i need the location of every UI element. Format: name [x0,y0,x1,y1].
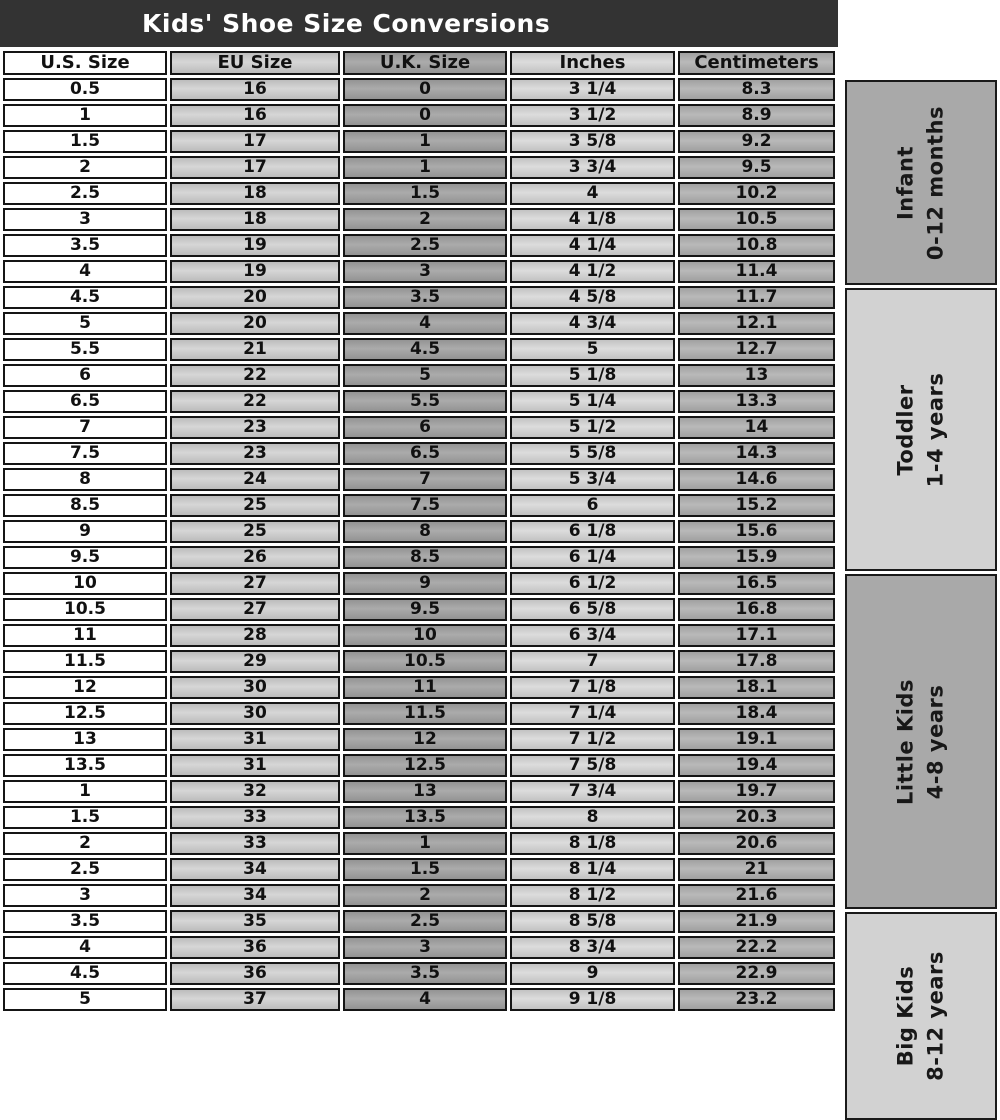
cell-cm: 13.3 [678,390,835,413]
cell-us: 13.5 [3,754,167,777]
column-header-inches: Inches [510,51,675,75]
cell-uk: 12 [343,728,507,751]
cell-cm: 9.5 [678,156,835,179]
cell-uk: 1 [343,832,507,855]
cell-uk: 13.5 [343,806,507,829]
table-row [3,650,835,673]
header-row [3,51,835,75]
cell-us: 2 [3,156,167,179]
cell-in: 3 5/8 [510,130,675,153]
cell-cm: 15.6 [678,520,835,543]
table-row [3,832,835,855]
cell-uk: 7.5 [343,494,507,517]
cell-cm: 21.6 [678,884,835,907]
cell-us: 11 [3,624,167,647]
cell-eu: 22 [170,364,340,387]
age-group-name: Big Kids [893,965,918,1067]
cell-eu: 35 [170,910,340,933]
cell-cm: 19.4 [678,754,835,777]
table-row [3,936,835,959]
cell-eu: 19 [170,234,340,257]
cell-uk: 4.5 [343,338,507,361]
table-row [3,572,835,595]
cell-eu: 27 [170,572,340,595]
cell-cm: 20.3 [678,806,835,829]
cell-us: 0.5 [3,78,167,101]
cell-in: 4 1/8 [510,208,675,231]
size-conversion-table [0,48,838,1014]
table-row [3,78,835,101]
table-row [3,182,835,205]
cell-cm: 12.7 [678,338,835,361]
cell-us: 7 [3,416,167,439]
cell-uk: 8.5 [343,546,507,569]
cell-us: 10 [3,572,167,595]
cell-eu: 30 [170,676,340,699]
cell-eu: 36 [170,936,340,959]
cell-cm: 10.2 [678,182,835,205]
cell-uk: 9 [343,572,507,595]
cell-cm: 14 [678,416,835,439]
table-row [3,416,835,439]
table-row [3,286,835,309]
age-group-toddler [845,288,997,571]
table-row [3,806,835,829]
age-group-range: 8-12 years [924,951,948,1081]
age-group-range: 0-12 months [924,105,948,260]
age-group-name: Little Kids [893,678,918,805]
cell-us: 2 [3,832,167,855]
cell-eu: 16 [170,104,340,127]
cell-cm: 11.7 [678,286,835,309]
cell-in: 6 1/2 [510,572,675,595]
cell-eu: 20 [170,286,340,309]
cell-in: 5 1/2 [510,416,675,439]
cell-cm: 21.9 [678,910,835,933]
age-group-infant-label [891,105,952,259]
cell-eu: 33 [170,832,340,855]
age-group-big-kids-label [891,951,952,1081]
cell-in: 3 1/2 [510,104,675,127]
table-row [3,130,835,153]
age-group-little-kids-label [891,679,952,805]
cell-eu: 17 [170,130,340,153]
cell-cm: 23.2 [678,988,835,1011]
cell-us: 1 [3,780,167,803]
cell-in: 5 3/4 [510,468,675,491]
cell-eu: 29 [170,650,340,673]
table-row [3,104,835,127]
cell-us: 5 [3,312,167,335]
cell-uk: 3 [343,260,507,283]
cell-eu: 23 [170,442,340,465]
cell-eu: 20 [170,312,340,335]
age-group-little-kids [845,574,997,909]
cell-cm: 15.9 [678,546,835,569]
table-row [3,520,835,543]
cell-eu: 17 [170,156,340,179]
cell-cm: 22.9 [678,962,835,985]
cell-eu: 18 [170,182,340,205]
cell-cm: 14.3 [678,442,835,465]
cell-uk: 11.5 [343,702,507,725]
cell-eu: 23 [170,416,340,439]
cell-in: 4 5/8 [510,286,675,309]
cell-uk: 7 [343,468,507,491]
cell-uk: 2 [343,884,507,907]
cell-us: 9.5 [3,546,167,569]
cell-cm: 8.9 [678,104,835,127]
cell-in: 8 1/4 [510,858,675,881]
cell-us: 6 [3,364,167,387]
cell-us: 5.5 [3,338,167,361]
cell-us: 4.5 [3,962,167,985]
cell-cm: 14.6 [678,468,835,491]
table-row [3,988,835,1011]
cell-cm: 12.1 [678,312,835,335]
cell-cm: 19.1 [678,728,835,751]
cell-in: 8 1/2 [510,884,675,907]
cell-in: 8 3/4 [510,936,675,959]
cell-eu: 26 [170,546,340,569]
cell-uk: 1.5 [343,182,507,205]
cell-uk: 10.5 [343,650,507,673]
cell-us: 12.5 [3,702,167,725]
cell-uk: 13 [343,780,507,803]
cell-us: 4.5 [3,286,167,309]
age-group-name: Infant [893,145,918,220]
cell-eu: 21 [170,338,340,361]
cell-uk: 12.5 [343,754,507,777]
cell-in: 9 1/8 [510,988,675,1011]
cell-in: 8 5/8 [510,910,675,933]
cell-cm: 21 [678,858,835,881]
table-row [3,156,835,179]
table-row [3,312,835,335]
cell-in: 5 1/8 [510,364,675,387]
cell-us: 2.5 [3,858,167,881]
cell-uk: 0 [343,104,507,127]
cell-us: 1 [3,104,167,127]
cell-uk: 1 [343,156,507,179]
cell-in: 5 [510,338,675,361]
cell-eu: 32 [170,780,340,803]
cell-in: 6 5/8 [510,598,675,621]
cell-cm: 20.6 [678,832,835,855]
cell-cm: 13 [678,364,835,387]
cell-cm: 18.4 [678,702,835,725]
cell-eu: 25 [170,520,340,543]
column-header-us-size: U.S. Size [3,51,167,75]
cell-us: 6.5 [3,390,167,413]
table-row [3,546,835,569]
table-row [3,702,835,725]
cell-in: 9 [510,962,675,985]
cell-eu: 30 [170,702,340,725]
cell-us: 4 [3,260,167,283]
cell-in: 8 [510,806,675,829]
cell-cm: 10.8 [678,234,835,257]
cell-cm: 10.5 [678,208,835,231]
cell-uk: 2.5 [343,910,507,933]
cell-in: 6 3/4 [510,624,675,647]
cell-in: 5 5/8 [510,442,675,465]
cell-uk: 5 [343,364,507,387]
size-table-wrap [0,48,838,1014]
table-row [3,884,835,907]
cell-in: 7 1/2 [510,728,675,751]
cell-cm: 18.1 [678,676,835,699]
cell-us: 7.5 [3,442,167,465]
table-row [3,780,835,803]
cell-us: 3 [3,208,167,231]
table-row [3,598,835,621]
cell-uk: 9.5 [343,598,507,621]
cell-uk: 8 [343,520,507,543]
cell-in: 3 1/4 [510,78,675,101]
cell-eu: 36 [170,962,340,985]
cell-us: 2.5 [3,182,167,205]
age-group-toddler-label [891,372,952,487]
cell-us: 1.5 [3,806,167,829]
cell-uk: 11 [343,676,507,699]
cell-cm: 16.8 [678,598,835,621]
cell-uk: 1 [343,130,507,153]
cell-in: 7 [510,650,675,673]
cell-cm: 11.4 [678,260,835,283]
column-header-eu-size: EU Size [170,51,340,75]
cell-cm: 19.7 [678,780,835,803]
cell-us: 13 [3,728,167,751]
cell-eu: 28 [170,624,340,647]
cell-uk: 5.5 [343,390,507,413]
table-row [3,624,835,647]
cell-eu: 33 [170,806,340,829]
cell-uk: 1.5 [343,858,507,881]
cell-eu: 31 [170,728,340,751]
cell-uk: 4 [343,988,507,1011]
cell-uk: 10 [343,624,507,647]
age-group-infant [845,80,997,285]
cell-us: 1.5 [3,130,167,153]
cell-cm: 22.2 [678,936,835,959]
table-row [3,390,835,413]
cell-eu: 37 [170,988,340,1011]
cell-cm: 15.2 [678,494,835,517]
cell-in: 6 1/8 [510,520,675,543]
cell-uk: 6 [343,416,507,439]
cell-in: 7 5/8 [510,754,675,777]
cell-in: 4 [510,182,675,205]
table-row [3,728,835,751]
table-row [3,494,835,517]
table-row [3,234,835,257]
age-group-range: 4-8 years [924,684,948,799]
column-header-uk-size: U.K. Size [343,51,507,75]
cell-us: 8 [3,468,167,491]
cell-us: 8.5 [3,494,167,517]
cell-uk: 3.5 [343,286,507,309]
cell-eu: 18 [170,208,340,231]
cell-in: 7 3/4 [510,780,675,803]
cell-in: 7 1/4 [510,702,675,725]
cell-eu: 34 [170,858,340,881]
cell-in: 4 3/4 [510,312,675,335]
cell-eu: 16 [170,78,340,101]
page-title: Kids' Shoe Size Conversions [142,9,551,38]
table-row [3,208,835,231]
cell-us: 12 [3,676,167,699]
cell-eu: 34 [170,884,340,907]
table-row [3,858,835,881]
table-row [3,676,835,699]
cell-in: 4 1/2 [510,260,675,283]
cell-eu: 27 [170,598,340,621]
size-table-body [3,78,835,1011]
cell-eu: 19 [170,260,340,283]
cell-uk: 3 [343,936,507,959]
cell-uk: 0 [343,78,507,101]
table-row [3,364,835,387]
cell-in: 6 1/4 [510,546,675,569]
cell-us: 4 [3,936,167,959]
cell-cm: 9.2 [678,130,835,153]
cell-uk: 4 [343,312,507,335]
cell-us: 3.5 [3,234,167,257]
table-row [3,442,835,465]
table-row [3,338,835,361]
cell-eu: 31 [170,754,340,777]
cell-in: 7 1/8 [510,676,675,699]
cell-cm: 8.3 [678,78,835,101]
cell-in: 8 1/8 [510,832,675,855]
table-row [3,260,835,283]
cell-cm: 17.1 [678,624,835,647]
cell-in: 6 [510,494,675,517]
cell-uk: 3.5 [343,962,507,985]
cell-us: 10.5 [3,598,167,621]
cell-us: 3 [3,884,167,907]
cell-in: 4 1/4 [510,234,675,257]
cell-uk: 6.5 [343,442,507,465]
cell-eu: 22 [170,390,340,413]
age-group-big-kids [845,912,997,1120]
table-row [3,468,835,491]
cell-eu: 24 [170,468,340,491]
age-group-name: Toddler [893,383,918,476]
cell-cm: 17.8 [678,650,835,673]
cell-uk: 2.5 [343,234,507,257]
table-row [3,910,835,933]
column-header-centimeters: Centimeters [678,51,835,75]
cell-us: 11.5 [3,650,167,673]
cell-us: 9 [3,520,167,543]
age-group-range: 1-4 years [924,372,948,487]
table-row [3,754,835,777]
cell-us: 3.5 [3,910,167,933]
cell-in: 3 3/4 [510,156,675,179]
cell-us: 5 [3,988,167,1011]
title-bar [0,0,838,47]
cell-eu: 25 [170,494,340,517]
cell-cm: 16.5 [678,572,835,595]
cell-uk: 2 [343,208,507,231]
table-row [3,962,835,985]
cell-in: 5 1/4 [510,390,675,413]
